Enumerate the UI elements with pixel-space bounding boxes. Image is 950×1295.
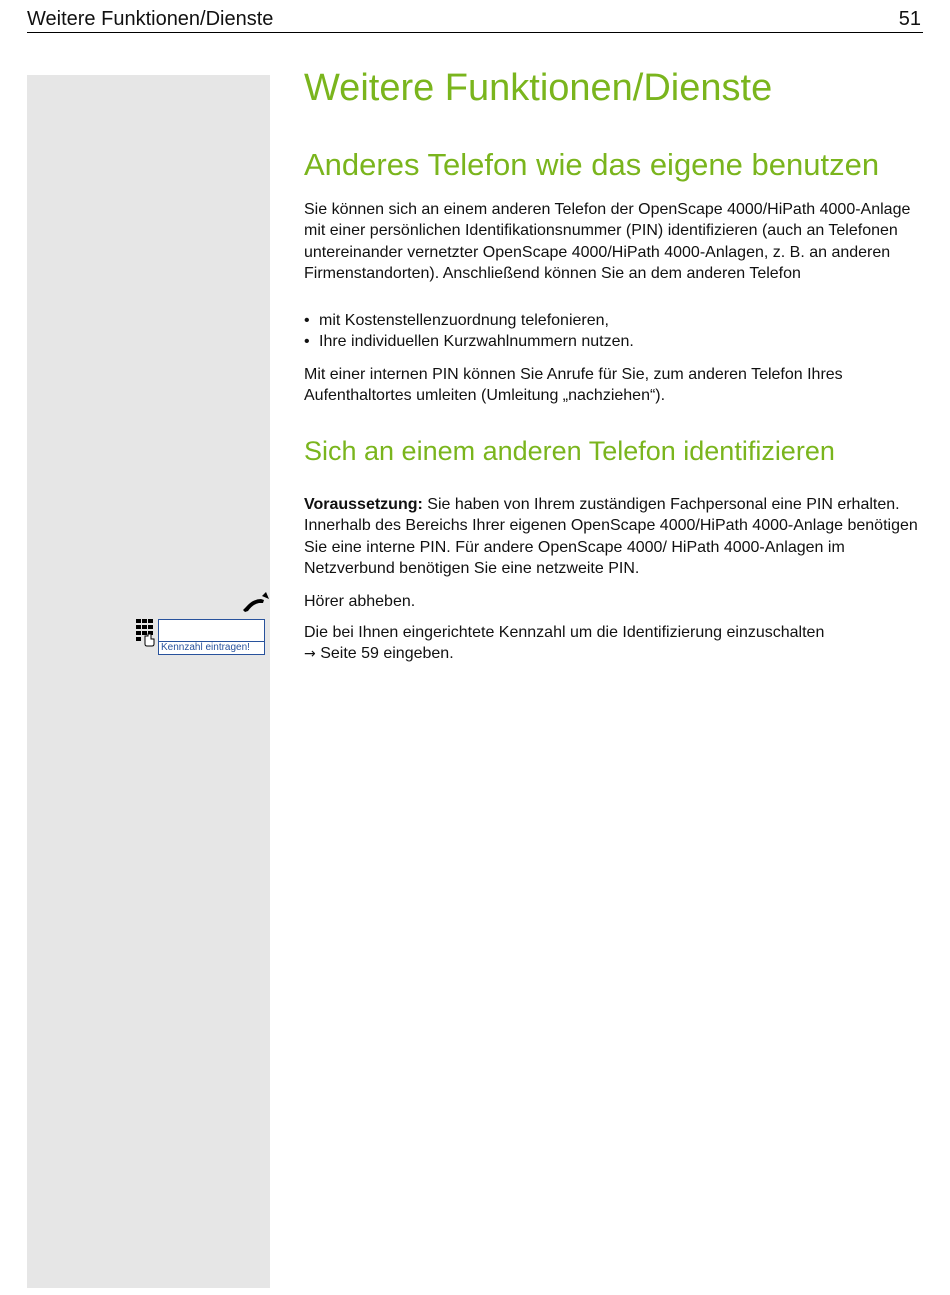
running-header bbox=[27, 6, 923, 33]
pin-note-paragraph: Mit einer internen PIN können Sie Anrufe für Sie, zum anderen Telefon Ihres Aufenthaltortes umleiten (Umleitung „nachziehen“). bbox=[304, 366, 843, 405]
list-item-text: Ihre individuellen Kurzwahlnummern nutzen. bbox=[319, 333, 634, 351]
prerequisite-paragraph bbox=[304, 494, 924, 580]
page-reference-link[interactable]: Seite 59 eingeben. bbox=[320, 645, 454, 663]
section-heading-use-other-phone: Anderes Telefon wie das eigene benutzen bbox=[304, 147, 880, 182]
feature-list bbox=[304, 310, 634, 353]
intro-paragraph: Sie können sich an einem anderen Telefon der OpenScape 4000/HiPath 4000-Anlage mit einer persönlichen Identifikationsnummer (PIN) identifizieren (auch an Telefonen untereinander vernetzter OpenScape 4000/HiPath 4000-Anlagen, z. B. an anderen Firmenstandorten). Anschließend können Sie an dem anderen Telefon bbox=[304, 201, 911, 283]
margin-column bbox=[27, 75, 270, 1288]
phone-display bbox=[158, 619, 265, 655]
list-item-text: mit Kostenstellenzuordnung telefonieren, bbox=[319, 312, 609, 329]
list-item bbox=[304, 310, 634, 331]
bullet-glyph: • bbox=[304, 333, 310, 351]
handset-lift-icon bbox=[241, 591, 271, 613]
prerequisite-label: Voraussetzung: bbox=[304, 496, 423, 513]
running-title: Weitere Funktionen/Dienste bbox=[27, 8, 274, 30]
display-prompt: Kennzahl eintragen! bbox=[161, 642, 250, 653]
step-enter-code-text: Die bei Ihnen eingerichtete Kennzahl um die Identifizierung einzuschalten bbox=[304, 624, 825, 641]
bullet-glyph: • bbox=[304, 312, 310, 329]
step-lift-handset: Hörer abheben. bbox=[304, 593, 416, 610]
section-heading-identify: Sich an einem anderen Telefon identifizieren bbox=[304, 436, 835, 466]
list-item bbox=[304, 331, 634, 352]
prerequisite-text: Sie haben von Ihrem zuständigen Fachpersonal eine PIN erhalten. Innerhalb des Bereichs Ihrer eigenen OpenScape 4000/HiPath 4000-Anlage benötigen Sie eine interne PIN. Für andere OpenScape 4000/ HiPath 4000-Anlagen im Netzverbund benötigen Sie eine netzweite PIN. bbox=[304, 496, 918, 578]
page-title: Weitere Funktionen/Dienste bbox=[304, 67, 773, 109]
step-enter-code bbox=[304, 622, 924, 666]
page-number: 51 bbox=[898, 8, 921, 30]
keypad-icon bbox=[134, 617, 158, 647]
page-reference-arrow-icon: → bbox=[304, 646, 316, 663]
